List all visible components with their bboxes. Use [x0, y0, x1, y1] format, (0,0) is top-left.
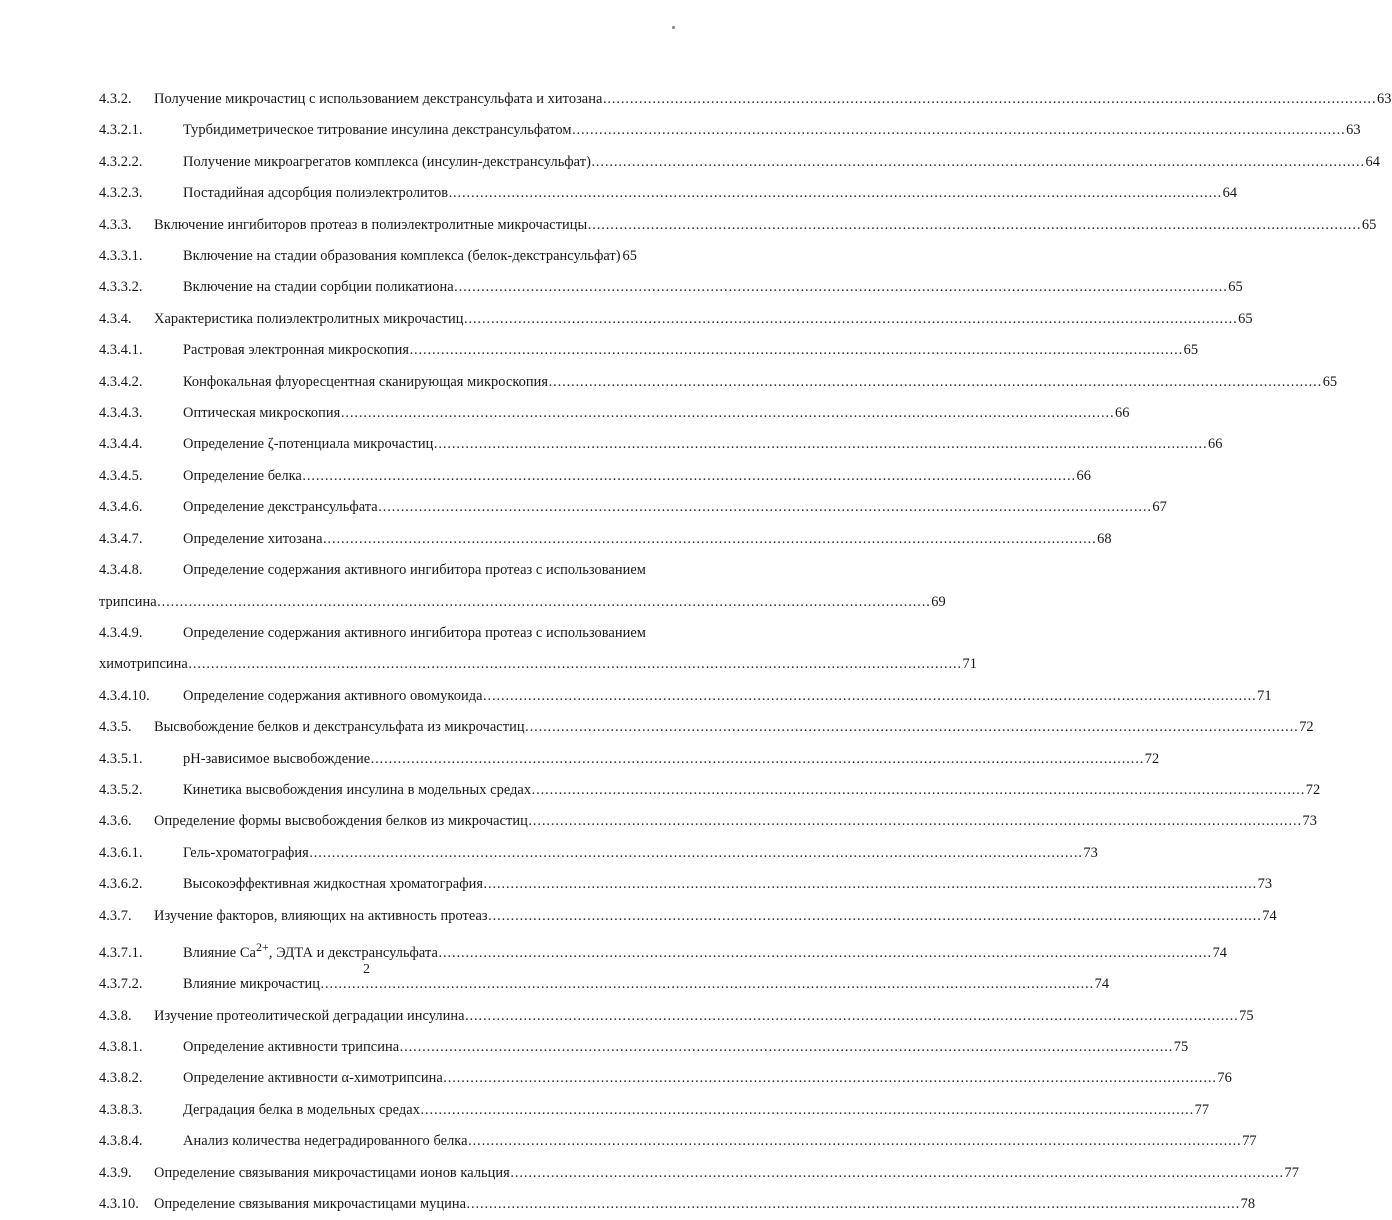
toc-entry-page-number: 71 [1257, 687, 1272, 704]
toc-entry-title: Анализ количества недеградированного белка [183, 1133, 468, 1150]
toc-entry-number: 4.3.5.1. [99, 750, 143, 767]
toc-entry-page-number: 74 [1212, 944, 1228, 961]
toc-entry-number: 4.3.2. [99, 91, 132, 107]
toc-entry-page-number: 72 [1305, 781, 1321, 798]
toc-entry-number: 4.3.6.2. [99, 876, 143, 893]
toc-entry-page-number: 63 [1377, 91, 1392, 107]
toc-entry[interactable] [99, 398, 1130, 429]
toc-entry-title: Деградация белка в модельных средах [183, 1101, 420, 1118]
toc-entry-page-number: 65 [1322, 373, 1338, 390]
toc-dot-leader [400, 1040, 1174, 1054]
toc-entry-title: Включение на стадии образования комплекса (белок-декстрансульфат) [183, 248, 621, 265]
toc-entry[interactable] [99, 1189, 1256, 1220]
toc-dot-leader [438, 946, 1212, 960]
toc-entry-number: 4.3.6. [99, 813, 132, 830]
toc-dot-leader [464, 312, 1238, 326]
toc-entry-page-number: 68 [1097, 530, 1112, 547]
toc-dot-leader [157, 595, 931, 609]
toc-entry-title: Турбидиметрическое титрование инсулина декстрансульфатом [183, 122, 572, 139]
toc-dot-leader [588, 218, 1362, 232]
toc-entry-number: 4.3.5. [99, 719, 132, 736]
toc-entry[interactable] [99, 618, 646, 649]
toc-entry[interactable] [99, 587, 946, 618]
toc-entry-title: Определение активности трипсина [183, 1038, 400, 1055]
toc-entry-title: Высвобождение белков и декстрансульфата из микрочастиц [154, 719, 525, 736]
toc-entry-title: Определение содержания активного ингибитора протеаз с использованием [183, 562, 646, 579]
toc-entry[interactable] [99, 304, 1253, 335]
toc-dot-leader [309, 846, 1083, 860]
toc-entry-title: трипсина [99, 593, 157, 610]
toc-dot-leader [302, 469, 1076, 483]
page-number: 2 [363, 962, 370, 977]
toc-entry-title: Определение декстрансульфата [183, 499, 378, 516]
toc-entry-title: Включение на стадии сорбции поликатиона [183, 279, 454, 296]
toc-entry[interactable] [99, 775, 1321, 806]
toc-entry[interactable] [99, 524, 1112, 555]
toc-dot-leader [467, 1197, 1241, 1211]
toc-entry-number: 4.3.7.2. [99, 976, 143, 993]
toc-entry-page-number: 71 [962, 656, 977, 673]
toc-entry-number: 4.3.2.1. [99, 122, 143, 139]
toc-entry[interactable] [99, 367, 1338, 398]
toc-entry-page-number: 73 [1302, 813, 1318, 830]
toc-entry[interactable] [99, 272, 1243, 303]
toc-entry-title: Изучение протеолитической деградации инсулина [154, 1007, 465, 1024]
toc-dot-leader [528, 814, 1302, 828]
toc-entry[interactable] [99, 806, 1318, 837]
toc-entry[interactable] [99, 744, 1160, 775]
toc-entry[interactable] [99, 681, 1272, 712]
toc-entry-title: Изучение факторов, влияющих на активность протеаз [154, 907, 488, 924]
toc-entry[interactable] [99, 649, 977, 680]
toc-entry-number: 4.3.2.3. [99, 185, 143, 202]
toc-entry-number: 4.3.4. [99, 310, 132, 327]
toc-entry-page-number: 66 [1208, 436, 1223, 453]
toc-dot-leader [443, 1071, 1217, 1085]
toc-entry-page-number: 74 [1094, 976, 1110, 993]
toc-dot-leader [323, 532, 1097, 546]
toc-dot-leader [454, 280, 1228, 294]
toc-entry-page-number: 66 [1114, 405, 1130, 422]
toc-entry-title: Определение активности α-химотрипсина [183, 1070, 443, 1087]
toc-entry[interactable] [99, 1126, 1257, 1157]
toc-entry-title: Постадийная адсорбция полиэлектролитов [183, 185, 449, 202]
toc-entry[interactable] [99, 178, 1238, 209]
toc-entry-number: 4.3.6.1. [99, 844, 143, 861]
toc-entry-page-number: 77 [1242, 1133, 1257, 1150]
toc-entry[interactable] [99, 115, 1361, 146]
toc-entry-title: Определение хитозана [183, 530, 323, 547]
toc-dot-leader [488, 909, 1262, 923]
toc-entry-title: Конфокальная флуоресцентная сканирующая микроскопия [183, 373, 549, 390]
toc-entry-number: 4.3.8.1. [99, 1038, 143, 1055]
toc-entry-number: 4.3.8.3. [99, 1101, 143, 1118]
toc-entry-page-number: 72 [1299, 719, 1314, 736]
toc-entry-number: 4.3.4.2. [99, 373, 143, 390]
toc-dot-leader [484, 877, 1258, 891]
toc-entry-number: 4.3.4.3. [99, 405, 143, 422]
toc-entry[interactable] [99, 84, 1392, 115]
toc-entry-title: Получение микроагрегатов комплекса (инсулин-декстрансульфат) [183, 153, 591, 170]
toc-entry-number: 4.3.8.4. [99, 1133, 143, 1150]
toc-dot-leader [532, 783, 1306, 797]
toc-dot-leader [525, 720, 1299, 734]
toc-entry-page-number: 74 [1262, 907, 1277, 924]
toc-dot-leader [434, 437, 1208, 451]
toc-dot-leader [621, 249, 622, 263]
toc-entry-number: 4.3.4.5. [99, 467, 143, 484]
toc-entry-number: 4.3.8. [99, 1007, 132, 1024]
toc-entry-page-number: 64 [1222, 185, 1238, 202]
toc-entry-page-number: 77 [1194, 1101, 1210, 1118]
toc-entry-title: Определение формы высвобождения белков из микрочастиц [154, 813, 528, 830]
toc-entry-number: 4.3.4.6. [99, 499, 143, 516]
toc-entry[interactable] [99, 210, 1377, 241]
toc-entry-number: 4.3.10. [99, 1196, 139, 1213]
toc-entry-number: 4.3.5.2. [99, 781, 143, 798]
toc-entry-title: Гель-хроматография [183, 844, 309, 861]
toc-entry-number: 4.3.8.2. [99, 1070, 143, 1087]
toc-dot-leader [449, 186, 1223, 200]
toc-entry-page-number: 76 [1217, 1070, 1232, 1087]
toc-entry-number: 4.3.7. [99, 907, 132, 924]
table-of-contents [99, 84, 1392, 1220]
toc-dot-leader [320, 977, 1094, 991]
toc-entry-number: 4.3.3. [99, 216, 132, 233]
toc-entry-number: 4.3.3.1. [99, 248, 143, 265]
toc-entry[interactable] [99, 335, 1199, 366]
toc-entry[interactable] [99, 1001, 1254, 1032]
toc-entry[interactable] [99, 1095, 1210, 1126]
toc-dot-leader [378, 500, 1152, 514]
toc-entry-title: Влияние $Ca^{2+}$, ЭДТА и декстрансульфата [183, 939, 438, 961]
toc-entry[interactable] [99, 147, 1381, 178]
toc-dot-leader [188, 657, 962, 671]
toc-entry-page-number: 65 [1183, 342, 1199, 359]
toc-entry-number: 4.3.4.4. [99, 436, 143, 453]
toc-entry[interactable] [99, 712, 1314, 743]
toc-entry-title: Определение белка [183, 467, 302, 484]
toc-entry-title: Растровая электронная микроскопия [183, 342, 410, 359]
toc-dot-leader [410, 343, 1184, 357]
toc-entry-number: 4.3.2.2. [99, 153, 143, 170]
toc-entry-page-number: 75 [1239, 1007, 1254, 1024]
toc-entry[interactable] [99, 492, 1167, 523]
toc-entry[interactable] [99, 241, 637, 272]
toc-entry-number: 4.3.9. [99, 1164, 132, 1181]
toc-entry-title: химотрипсина [99, 656, 188, 673]
toc-entry-page-number: 63 [1346, 122, 1361, 139]
toc-dot-leader [603, 92, 1377, 106]
toc-entry[interactable] [99, 901, 1277, 932]
toc-entry[interactable] [99, 429, 1223, 460]
toc-entry[interactable] [99, 461, 1091, 492]
toc-dot-leader [572, 123, 1346, 137]
toc-entry-page-number: 65 [1238, 310, 1253, 327]
toc-entry-number: 4.3.4.7. [99, 530, 143, 547]
toc-entry-number: 4.3.7.1. [99, 944, 143, 961]
toc-entry[interactable] [99, 838, 1098, 869]
toc-dot-leader [465, 1009, 1239, 1023]
toc-dot-leader [483, 689, 1257, 703]
toc-entry-title: Определение содержания активного ингибитора протеаз с использованием [183, 624, 646, 641]
toc-entry-title: Характеристика полиэлектролитных микрочастиц [154, 310, 464, 327]
toc-entry-title: Определение содержания активного овомукоида [183, 687, 483, 704]
toc-entry-page-number: 72 [1144, 750, 1160, 767]
toc-entry-page-number: 77 [1284, 1164, 1299, 1181]
toc-entry[interactable] [99, 555, 646, 586]
scan-artifact-speck [672, 26, 675, 29]
toc-entry-page-number: 73 [1257, 876, 1273, 893]
toc-entry-title: Получение микрочастиц с использованием декстрансульфата и хитозана [154, 91, 603, 107]
toc-entry-title: рН-зависимое высвобождение [183, 750, 371, 767]
toc-entry-page-number: 65 [622, 248, 637, 265]
toc-entry[interactable] [99, 869, 1273, 900]
toc-entry-page-number: 67 [1152, 499, 1167, 516]
toc-entry[interactable] [99, 1063, 1232, 1094]
toc-entry-title: Оптическая микроскопия [183, 405, 341, 422]
toc-entry-page-number: 65 [1228, 279, 1243, 296]
toc-entry[interactable] [99, 1158, 1299, 1189]
toc-entry-page-number: 78 [1240, 1196, 1256, 1213]
toc-entry-page-number: 65 [1361, 216, 1377, 233]
toc-entry-title: Определение связывания микрочастицами муцина [154, 1196, 467, 1213]
toc-entry-page-number: 69 [931, 593, 946, 610]
toc-entry-title: Влияние микрочастиц [183, 976, 320, 993]
toc-dot-leader [510, 1166, 1284, 1180]
toc-entry-page-number: 66 [1076, 467, 1091, 484]
toc-entry-number: 4.3.4.1. [99, 342, 143, 359]
toc-entry-number: 4.3.3.2. [99, 279, 143, 296]
toc-dot-leader [591, 155, 1365, 169]
toc-entry[interactable] [99, 1032, 1189, 1063]
toc-entry-number: 4.3.4.8. [99, 562, 143, 579]
toc-dot-leader [420, 1103, 1194, 1117]
toc-entry-page-number: 73 [1083, 844, 1098, 861]
toc-dot-leader [371, 752, 1145, 766]
toc-entry-title: Определение связывания микрочастицами ионов кальция [154, 1164, 510, 1181]
toc-dot-leader [549, 375, 1323, 389]
toc-entry-number: 4.3.4.9. [99, 624, 143, 641]
toc-dot-leader [341, 406, 1115, 420]
toc-entry-page-number: 64 [1365, 153, 1381, 170]
toc-entry-title: Включение ингибиторов протеаз в полиэлектролитные микрочастицы [154, 216, 588, 233]
toc-entry-number: 4.3.4.10. [99, 687, 150, 704]
toc-entry-title: Определение ζ-потенциала микрочастиц [183, 436, 434, 453]
toc-entry-title: Кинетика высвобождения инсулина в модельных средах [183, 781, 532, 798]
toc-entry-title: Высокоэффективная жидкостная хроматография [183, 876, 484, 893]
toc-entry-page-number: 75 [1173, 1038, 1189, 1055]
toc-dot-leader [468, 1134, 1242, 1148]
